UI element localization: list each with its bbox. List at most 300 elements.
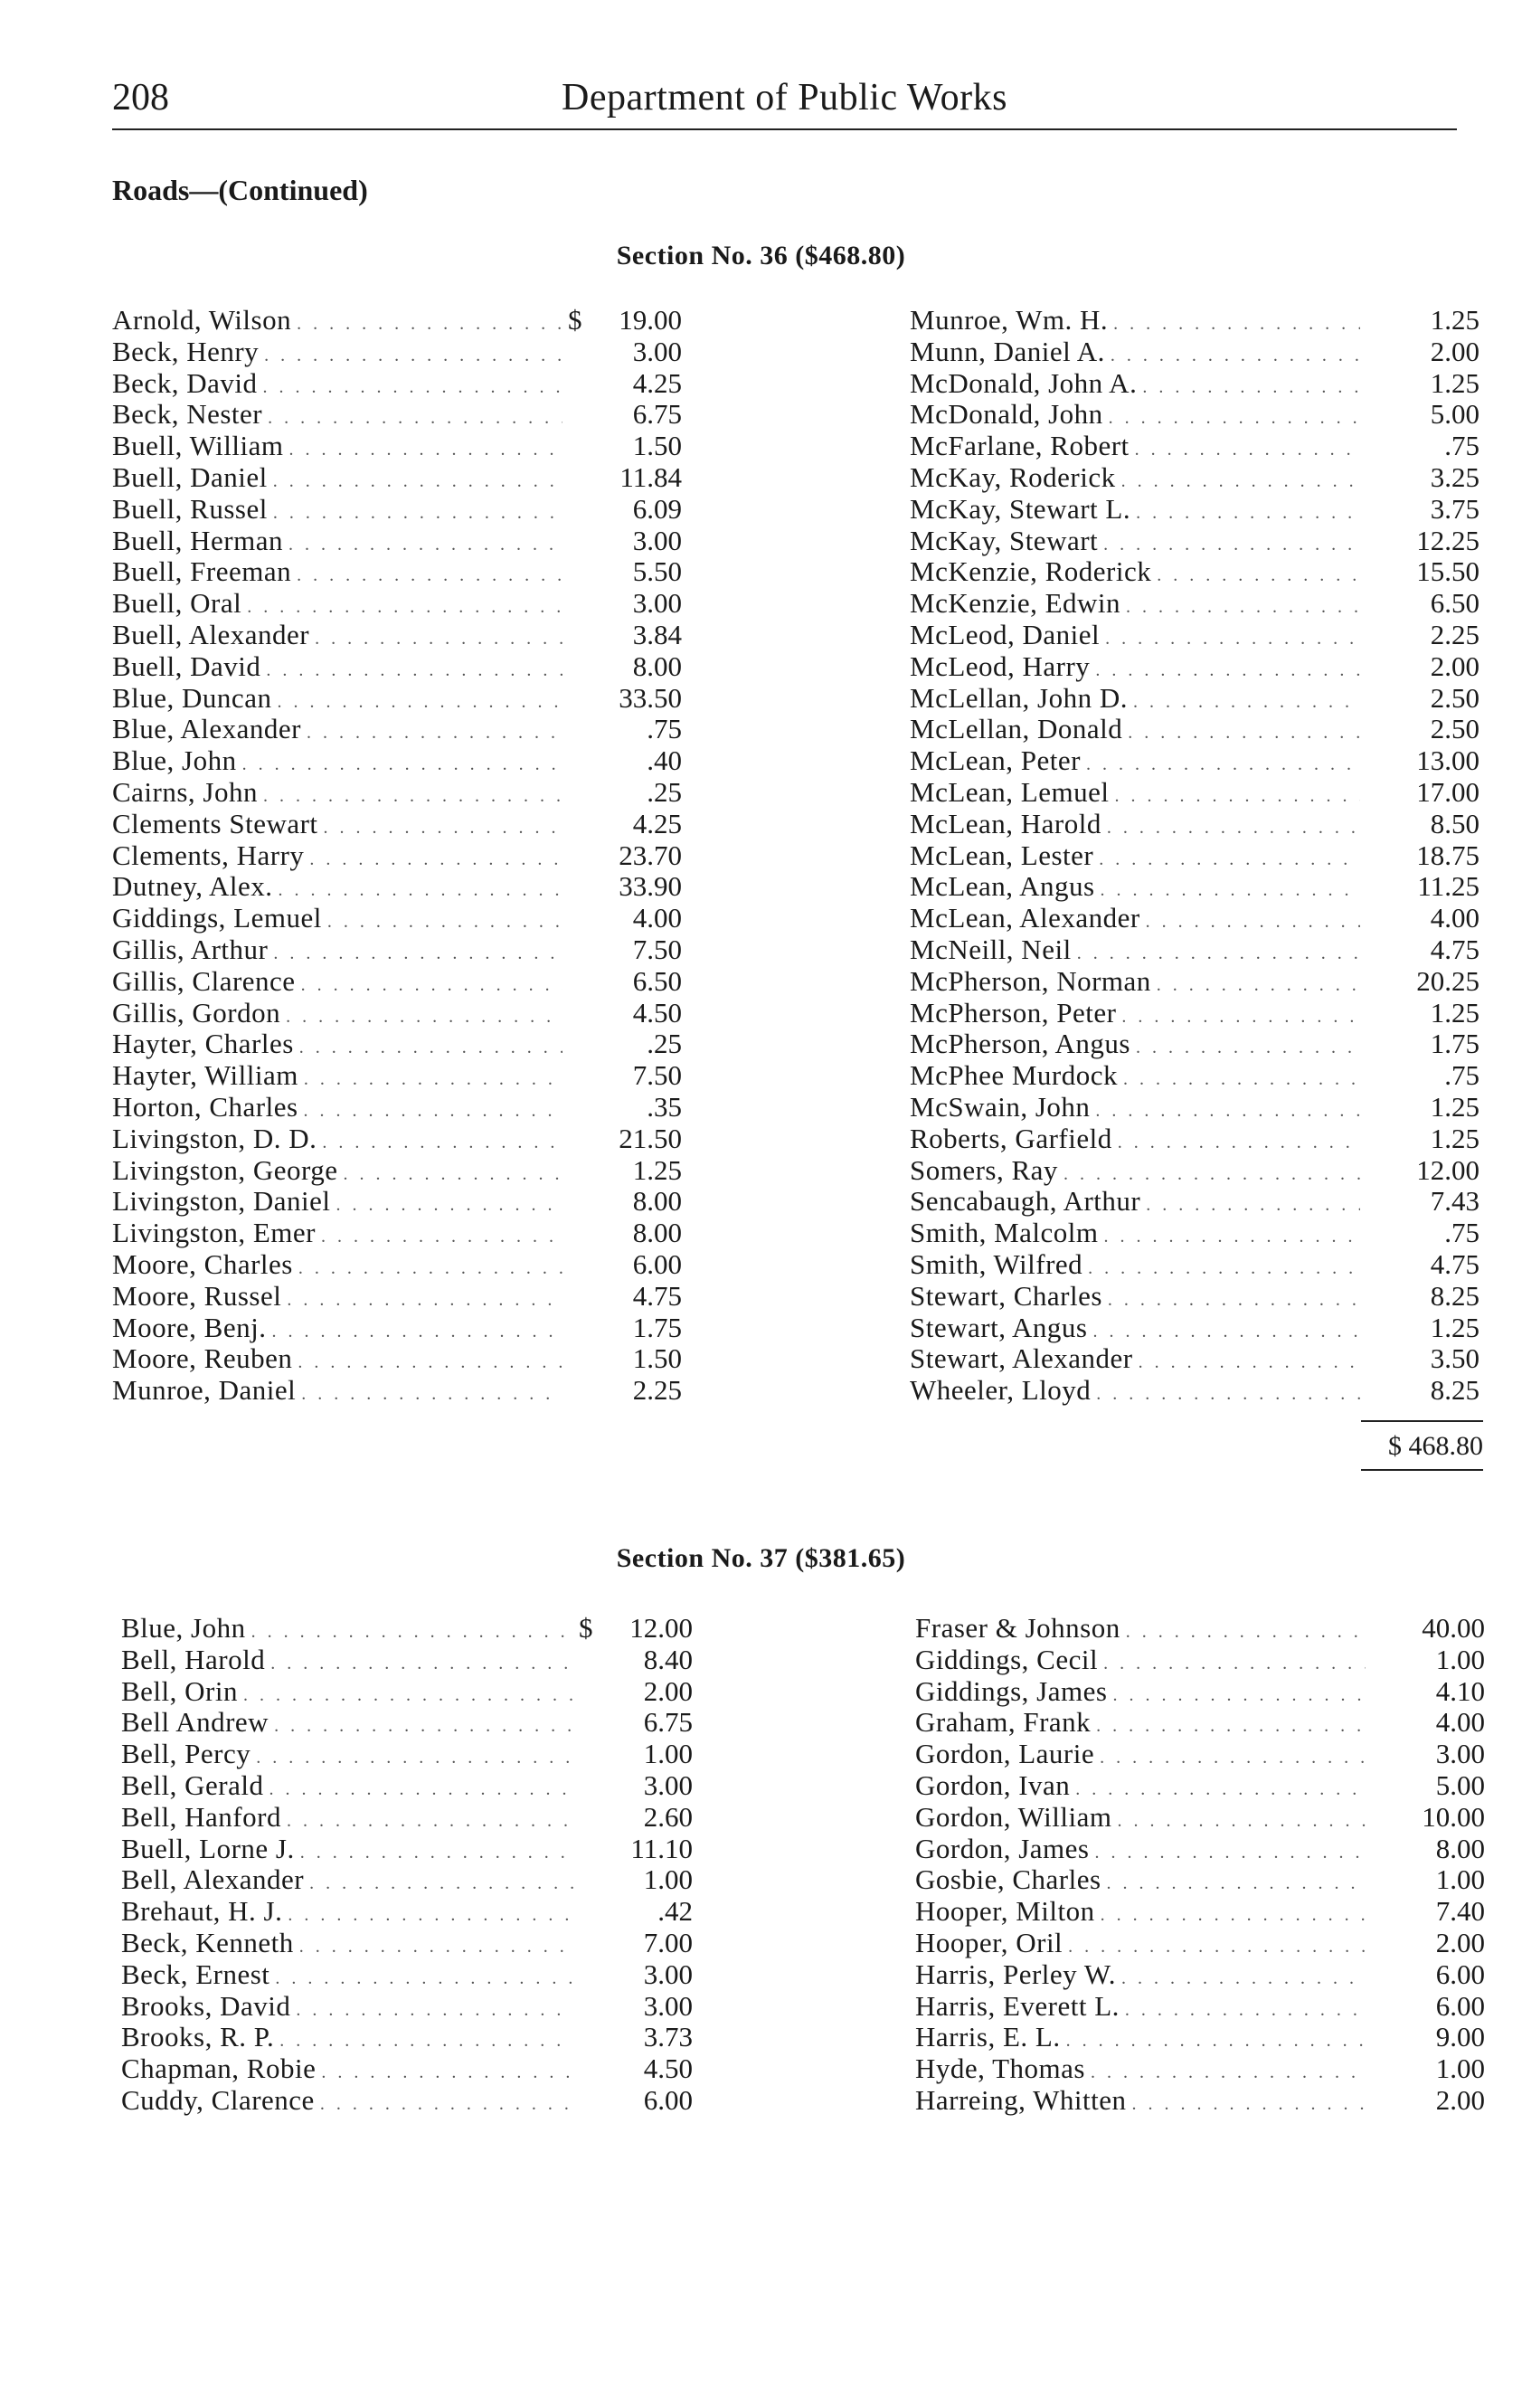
payee-name: McPherson, Angus xyxy=(910,1028,1130,1060)
dot-leader xyxy=(1109,408,1360,429)
amount: 3.00 xyxy=(1435,1738,1485,1770)
dot-leader xyxy=(1096,1384,1360,1405)
payee-name: Gillis, Clarence xyxy=(112,964,296,997)
payee-name: Livingston, George xyxy=(112,1153,338,1186)
dot-leader xyxy=(298,1258,562,1279)
list-item xyxy=(112,713,682,744)
dot-leader xyxy=(1099,849,1360,870)
payee-name: Brooks, David xyxy=(121,1989,291,2022)
amount: .25 xyxy=(647,1028,682,1060)
payee-name: Munroe, Wm. H. xyxy=(910,304,1109,336)
dot-leader xyxy=(274,1716,573,1737)
amount: 5.00 xyxy=(1430,398,1479,431)
payee-name: Beck, David xyxy=(112,366,258,399)
section-36-right-column xyxy=(910,304,1479,1406)
list-item xyxy=(112,776,682,808)
list-item xyxy=(112,997,682,1029)
amount: 5.00 xyxy=(1435,1768,1485,1801)
list-item xyxy=(910,965,1479,997)
section-37-title: Section No. 37 ($381.65) xyxy=(616,1543,906,1573)
amount: 2.00 xyxy=(643,1674,693,1707)
amount: 3.25 xyxy=(1430,460,1479,493)
amount: 1.25 xyxy=(1430,1090,1479,1123)
dot-leader xyxy=(1157,975,1360,996)
amount: 4.75 xyxy=(1430,933,1479,965)
amount: 4.00 xyxy=(1435,1706,1485,1739)
dot-leader xyxy=(1135,440,1360,460)
list-item xyxy=(915,1706,1485,1738)
amount: 3.00 xyxy=(632,335,682,367)
payee-name: Livingston, Daniel xyxy=(112,1185,331,1218)
dot-leader xyxy=(1136,503,1360,524)
list-item xyxy=(112,744,682,776)
section-36-title: Section No. 36 ($468.80) xyxy=(616,241,906,270)
list-item xyxy=(112,1312,682,1343)
list-item xyxy=(112,555,682,587)
list-item xyxy=(112,808,682,839)
dot-leader xyxy=(288,440,562,460)
amount: 1.25 xyxy=(1430,1122,1479,1154)
dot-leader xyxy=(1095,1101,1360,1122)
dot-leader xyxy=(1086,754,1360,775)
dot-leader xyxy=(1101,880,1360,901)
amount: 7.50 xyxy=(632,933,682,965)
payee-name: Buell, Lorne J. xyxy=(121,1832,295,1864)
amount: 18.75 xyxy=(1416,839,1479,871)
payee-name: Munroe, Daniel xyxy=(112,1374,297,1407)
list-item xyxy=(910,1342,1479,1374)
payee-name: Bell, Hanford xyxy=(121,1800,281,1833)
amount: 3.00 xyxy=(643,1768,693,1801)
list-item xyxy=(910,461,1479,493)
dot-leader xyxy=(307,723,562,744)
list-item xyxy=(910,997,1479,1029)
amount: 4.00 xyxy=(632,902,682,934)
amount: 2.25 xyxy=(632,1374,682,1407)
payee-name: Buell, Daniel xyxy=(112,460,268,493)
list-item xyxy=(121,1801,693,1833)
list-item xyxy=(112,965,682,997)
list-item xyxy=(121,1833,693,1864)
dot-leader xyxy=(304,1069,562,1090)
list-item xyxy=(112,902,682,934)
list-item xyxy=(915,1769,1485,1801)
amount: 1.00 xyxy=(643,1863,693,1896)
amount: 6.09 xyxy=(632,492,682,525)
amount: 40.00 xyxy=(1422,1612,1485,1644)
amount: 3.00 xyxy=(643,1958,693,1990)
list-item xyxy=(915,1990,1485,2022)
amount: 2.60 xyxy=(643,1800,693,1833)
amount: 1.75 xyxy=(1430,1028,1479,1060)
payee-name: McLellan, Donald xyxy=(910,713,1123,745)
list-item xyxy=(112,525,682,556)
dot-leader xyxy=(309,849,562,870)
list-item xyxy=(121,1863,693,1895)
payee-name: Livingston, D. D. xyxy=(112,1122,317,1154)
dot-leader xyxy=(277,692,562,713)
list-item xyxy=(121,1769,693,1801)
list-item xyxy=(910,430,1479,461)
section-36-left-column xyxy=(112,304,682,1406)
dot-leader xyxy=(1100,1748,1366,1768)
list-item xyxy=(910,776,1479,808)
dot-leader xyxy=(336,1195,562,1216)
amount: 19.00 xyxy=(619,304,682,336)
amount: 4.00 xyxy=(1430,902,1479,934)
dot-leader xyxy=(268,408,562,429)
list-item xyxy=(915,1895,1485,1927)
dot-leader xyxy=(327,912,562,933)
list-item xyxy=(910,1123,1479,1154)
dot-leader xyxy=(1091,2062,1366,2083)
amount: 1.25 xyxy=(1430,1311,1479,1343)
amount: 4.25 xyxy=(632,366,682,399)
dot-leader xyxy=(242,754,562,775)
list-item xyxy=(915,1927,1485,1958)
dot-leader xyxy=(1103,1654,1366,1674)
amount: 1.25 xyxy=(1430,304,1479,336)
amount: 11.10 xyxy=(630,1832,693,1864)
amount: .75 xyxy=(1444,1217,1479,1249)
amount: 2.50 xyxy=(1430,681,1479,714)
amount: .25 xyxy=(647,775,682,808)
dot-leader xyxy=(286,1007,562,1028)
amount: 4.50 xyxy=(643,2052,693,2085)
dot-leader xyxy=(1131,2094,1366,2115)
dot-leader xyxy=(1146,912,1360,933)
amount: 7.00 xyxy=(643,1926,693,1958)
amount: 6.00 xyxy=(643,2083,693,2116)
dot-leader xyxy=(324,818,562,839)
dot-leader xyxy=(269,1779,573,1800)
dot-leader xyxy=(1118,1133,1360,1153)
amount: 3.84 xyxy=(632,618,682,650)
payee-name: Harris, E. L. xyxy=(915,2021,1061,2053)
dot-leader xyxy=(287,1811,573,1832)
amount: 7.50 xyxy=(632,1059,682,1092)
dot-leader xyxy=(1107,818,1360,839)
list-item xyxy=(112,493,682,525)
section-36-total: $ 468.80 xyxy=(1388,1431,1483,1461)
list-item xyxy=(910,839,1479,871)
dot-leader xyxy=(1111,346,1360,366)
payee-name: Moore, Benj. xyxy=(112,1311,267,1343)
payee-name: Hooper, Oril xyxy=(915,1926,1064,1958)
payee-name: Gordon, Laurie xyxy=(915,1738,1095,1770)
list-item xyxy=(112,1154,682,1186)
list-item xyxy=(915,2084,1485,2116)
payee-name: Cairns, John xyxy=(112,775,258,808)
list-item xyxy=(910,650,1479,682)
dot-leader xyxy=(1128,723,1360,744)
amount: 9.00 xyxy=(1435,2021,1485,2053)
payee-name: McDonald, John xyxy=(910,398,1103,431)
amount: 3.00 xyxy=(643,1989,693,2022)
dot-leader xyxy=(273,943,562,964)
dot-leader xyxy=(1094,1843,1366,1863)
amount: 1.00 xyxy=(1435,1863,1485,1896)
list-item xyxy=(112,367,682,399)
dot-leader xyxy=(1104,1227,1361,1247)
list-item xyxy=(910,1185,1479,1217)
payee-name: McPhee Murdock xyxy=(910,1059,1118,1092)
list-item xyxy=(915,1738,1485,1769)
payee-name: Moore, Reuben xyxy=(112,1342,293,1375)
amount: 8.50 xyxy=(1430,807,1479,839)
amount: 20.25 xyxy=(1416,964,1479,997)
amount: 2.00 xyxy=(1435,1926,1485,1958)
list-item xyxy=(915,1863,1485,1895)
page-number: 208 xyxy=(112,77,169,119)
payee-name: Gosbie, Charles xyxy=(915,1863,1101,1896)
payee-name: Stewart, Angus xyxy=(910,1311,1088,1343)
list-item xyxy=(915,1958,1485,1990)
payee-name: Smith, Wilfred xyxy=(910,1247,1083,1280)
amount: 3.73 xyxy=(643,2021,693,2053)
amount: 17.00 xyxy=(1416,775,1479,808)
list-item xyxy=(910,398,1479,430)
dot-leader xyxy=(1101,1905,1366,1926)
list-item xyxy=(915,1833,1485,1864)
amount: 6.75 xyxy=(643,1706,693,1739)
list-item xyxy=(915,1644,1485,1675)
amount: 7.43 xyxy=(1430,1185,1479,1218)
dot-leader xyxy=(1121,1007,1360,1028)
section-36-total-block xyxy=(1361,1420,1483,1471)
payee-name: McKay, Stewart L. xyxy=(910,492,1131,525)
amount: 21.50 xyxy=(619,1122,682,1154)
amount: 4.50 xyxy=(632,996,682,1029)
dot-leader xyxy=(301,975,562,996)
list-item xyxy=(112,304,682,336)
payee-name: Bell, Percy xyxy=(121,1738,251,1770)
amount: 1.25 xyxy=(632,1153,682,1186)
list-item xyxy=(910,1154,1479,1186)
list-item xyxy=(121,1895,693,1927)
dot-leader xyxy=(1121,471,1360,492)
list-item xyxy=(910,367,1479,399)
amount: 8.25 xyxy=(1430,1374,1479,1407)
payee-name: Hayter, William xyxy=(112,1059,298,1092)
list-item xyxy=(910,682,1479,714)
amount: 6.75 xyxy=(632,398,682,431)
list-item xyxy=(121,2084,693,2116)
dot-leader xyxy=(304,1101,562,1122)
dot-leader xyxy=(1107,1873,1366,1894)
list-item xyxy=(910,808,1479,839)
list-item xyxy=(910,713,1479,744)
payee-name: Moore, Charles xyxy=(112,1247,293,1280)
amount: 4.25 xyxy=(632,807,682,839)
payee-name: Gordon, Ivan xyxy=(915,1768,1071,1801)
amount: 4.75 xyxy=(1430,1247,1479,1280)
dot-leader xyxy=(1146,1195,1360,1216)
list-item xyxy=(112,839,682,871)
list-item xyxy=(121,1958,693,1990)
payee-name: Bell, Gerald xyxy=(121,1768,264,1801)
payee-name: Bell, Orin xyxy=(121,1674,238,1707)
dot-leader xyxy=(271,1322,562,1342)
list-item xyxy=(112,1280,682,1312)
list-item xyxy=(112,934,682,965)
dot-leader xyxy=(251,1622,573,1643)
payee-name: McLean, Peter xyxy=(910,744,1081,777)
dot-leader xyxy=(1096,1716,1366,1737)
dot-leader xyxy=(321,1227,562,1247)
list-item xyxy=(910,525,1479,556)
list-item xyxy=(112,682,682,714)
payee-name: McKenzie, Roderick xyxy=(910,555,1152,588)
payee-name: Gordon, William xyxy=(915,1800,1112,1833)
list-item xyxy=(910,902,1479,934)
list-item xyxy=(112,336,682,367)
payee-name: Buell, Alexander xyxy=(112,618,310,650)
dot-leader xyxy=(1123,1069,1360,1090)
list-item xyxy=(910,493,1479,525)
dot-leader xyxy=(275,1968,573,1989)
payee-name: McLeod, Daniel xyxy=(910,618,1101,650)
payee-name: McLean, Angus xyxy=(910,870,1095,903)
payee-name: McPherson, Norman xyxy=(910,964,1151,997)
payee-name: Livingston, Emer xyxy=(112,1217,316,1249)
dot-leader xyxy=(299,1937,573,1958)
payee-name: Gordon, James xyxy=(915,1832,1090,1864)
dot-leader xyxy=(1068,1937,1366,1958)
dot-leader xyxy=(266,660,562,681)
payee-name: Giddings, Lemuel xyxy=(112,902,322,934)
amount: 2.00 xyxy=(1430,649,1479,682)
list-item xyxy=(112,398,682,430)
payee-name: Blue, Duncan xyxy=(112,681,272,714)
dot-leader xyxy=(288,1905,573,1926)
dot-leader xyxy=(1088,1258,1360,1279)
dot-leader xyxy=(1066,2031,1366,2052)
dot-leader xyxy=(1113,314,1360,335)
payee-name: Stewart, Charles xyxy=(910,1279,1102,1312)
payee-name: Fraser & Johnson xyxy=(915,1612,1120,1644)
list-item xyxy=(112,619,682,650)
list-item xyxy=(121,1675,693,1707)
dot-leader xyxy=(1121,1968,1366,1989)
list-item xyxy=(910,1280,1479,1312)
list-item xyxy=(112,1374,682,1406)
payee-name: Beck, Kenneth xyxy=(121,1926,294,1958)
dot-leader xyxy=(1092,1322,1360,1342)
list-item xyxy=(112,1248,682,1280)
payee-name: Beck, Nester xyxy=(112,398,263,431)
dot-leader xyxy=(273,503,562,524)
payee-name: Blue, John xyxy=(112,744,237,777)
payee-name: Harris, Everett L. xyxy=(915,1989,1120,2022)
amount: 1.50 xyxy=(632,1342,682,1375)
list-item xyxy=(915,1675,1485,1707)
amount: 8.00 xyxy=(632,1185,682,1218)
list-item xyxy=(910,1091,1479,1123)
amount: 1.50 xyxy=(632,430,682,462)
amount: 3.50 xyxy=(1430,1342,1479,1375)
dot-leader xyxy=(1126,597,1360,618)
dot-leader xyxy=(270,1654,573,1674)
payee-name: Stewart, Alexander xyxy=(910,1342,1133,1375)
amount: 1.75 xyxy=(632,1311,682,1343)
list-item xyxy=(910,555,1479,587)
amount: 6.00 xyxy=(632,1247,682,1280)
list-item xyxy=(910,744,1479,776)
payee-name: Brehaut, H. J. xyxy=(121,1895,283,1928)
dot-leader xyxy=(1105,629,1360,649)
payee-name: Roberts, Garfield xyxy=(910,1122,1112,1154)
payee-name: McKay, Roderick xyxy=(910,460,1116,493)
dot-leader xyxy=(309,1873,573,1894)
list-item xyxy=(112,1123,682,1154)
list-item xyxy=(910,587,1479,619)
amount: 1.25 xyxy=(1430,366,1479,399)
list-item xyxy=(910,619,1479,650)
amount: 8.25 xyxy=(1430,1279,1479,1312)
amount: 6.00 xyxy=(1435,1958,1485,1990)
dot-leader xyxy=(263,786,562,807)
payee-name: Buell, Russel xyxy=(112,492,268,525)
section-37-right-column xyxy=(915,1612,1485,2116)
list-item xyxy=(112,1185,682,1217)
amount: 1.00 xyxy=(1435,1643,1485,1675)
dot-leader xyxy=(247,597,562,618)
payee-name: Beck, Ernest xyxy=(121,1958,270,1990)
dot-leader xyxy=(1139,1352,1360,1373)
amount: 12.00 xyxy=(629,1612,693,1644)
list-item xyxy=(910,1028,1479,1059)
payee-name: Horton, Charles xyxy=(112,1090,298,1123)
amount: .35 xyxy=(647,1090,682,1123)
total-rule-bottom xyxy=(1361,1469,1483,1471)
payee-name: McLean, Alexander xyxy=(910,902,1140,934)
payee-name: McDonald, John A. xyxy=(910,366,1138,399)
payee-name: Sencabaugh, Arthur xyxy=(910,1185,1141,1218)
payee-name: Hayter, Charles xyxy=(112,1028,294,1060)
list-item xyxy=(112,1342,682,1374)
amount: 11.84 xyxy=(619,460,682,493)
payee-name: Smith, Malcolm xyxy=(910,1217,1099,1249)
amount: 12.25 xyxy=(1416,524,1479,556)
payee-name: McLean, Lester xyxy=(910,839,1094,871)
list-item xyxy=(915,2021,1485,2052)
dot-leader xyxy=(301,1384,562,1405)
dot-leader xyxy=(1118,1811,1366,1832)
dot-leader xyxy=(296,2000,573,2021)
currency-sign: $ xyxy=(568,304,582,336)
page-title: Department of Public Works xyxy=(562,77,1007,119)
dot-leader xyxy=(279,2031,573,2052)
amount: 3.75 xyxy=(1430,492,1479,525)
payee-name: Harreing, Whitten xyxy=(915,2083,1127,2116)
payee-name: Cuddy, Clarence xyxy=(121,2083,315,2116)
amount: 2.25 xyxy=(1430,618,1479,650)
list-item xyxy=(915,1612,1485,1644)
payee-name: Buell, Oral xyxy=(112,587,242,620)
dot-leader xyxy=(287,1290,562,1311)
dot-leader xyxy=(273,471,562,492)
payee-name: Buell, Herman xyxy=(112,524,284,556)
list-item xyxy=(112,1217,682,1248)
amount: 4.10 xyxy=(1435,1674,1485,1707)
payee-name: Munn, Daniel A. xyxy=(910,335,1105,367)
list-item xyxy=(121,1644,693,1675)
dot-leader xyxy=(1095,660,1360,681)
dot-leader xyxy=(288,535,562,555)
amount: .75 xyxy=(1444,430,1479,462)
list-item xyxy=(121,2021,693,2052)
